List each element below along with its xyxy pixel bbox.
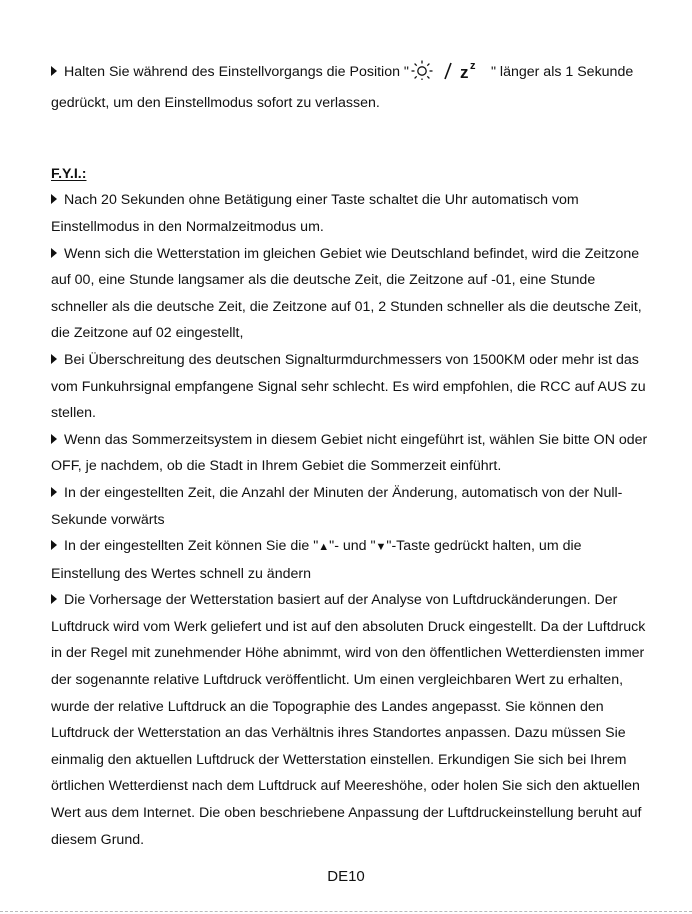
fyi-item-minutes: In der eingestellten Zeit, die Anzahl der Minuten der Änderung, automatisch von der Null-Sekunde vorwärts <box>51 484 623 528</box>
bullet-arrow-icon <box>51 66 57 76</box>
fyi-item-timeout: Nach 20 Sekunden ohne Betätigung einer Taste schaltet die Uhr automatisch vom Einstellmodus in den Normalzeitmodus um. <box>51 192 579 235</box>
bullet-arrow-icon <box>51 194 57 204</box>
exit-setting-paragraph <box>51 58 651 116</box>
exit-text-before: Halten Sie während des Einstellvorgangs die Position " <box>64 64 409 80</box>
svg-text:z: z <box>469 60 476 72</box>
fyi-item-dst: Wenn das Sommerzeitsystem in diesem Gebiet nicht eingeführt ist, wählen Sie bitte ON oder OFF, je nachdem, ob die Stadt in Ihrem Gebiet die Sommerzeit einführt. <box>51 431 648 475</box>
page-number: DE10 <box>327 868 365 885</box>
bullet-arrow-icon <box>51 434 57 444</box>
svg-text:z: z <box>459 63 469 80</box>
bullet-arrow-icon <box>51 594 57 604</box>
down-arrow-icon: ▼ <box>375 541 387 554</box>
fyi-item-forecast: Die Vorhersage der Wetterstation basiert auf der Analyse von Luftdruckänderungen. Der Luftdruck wird vom Werk geliefert und ist auf den absoluten Druck eingestellt. Da der Luftdruck in der Regel mit zunehmender Höhe abnimmt, wird von den öffentlichen Wetterdiensten immer der sogenannte relative Luftdruck veröffentlicht. Um einen vergleichbaren Wert zu erhalten, wurde der relative Luftdruck an die Topographie des Landes angepasst. Sie können den Luftdruck der Wetterstation an das Verhältnis ihres Standortes anpassen. Dazu müssen Sie einmalig den aktuellen Luftdruck der Wetterstation einstellen. Erkundigen Sie sich bei Ihrem örtlichen Wetterdienst nach dem Luftdruck auf Meereshöhe, oder holen Sie sich den aktuellen Wert aus dem Internet. Die oben beschriebene Anpassung der Luftdruckeinstellung beruht auf diesem Grund. <box>51 592 646 848</box>
bottom-divider <box>0 911 692 912</box>
bullet-arrow-icon <box>51 354 57 364</box>
fyi-item-updown: In der eingestellten Zeit können Sie die "▲"- und "▼"-Taste gedrückt halten, um die Einstellung des Wertes schnell zu ändern <box>51 533 651 587</box>
sun-slash-zz-icon <box>410 58 490 90</box>
bullet-arrow-icon <box>51 248 57 258</box>
fyi-item-rcc: Bei Überschreitung des deutschen Signalturmdurchmessers von 1500KM oder mehr ist das vom Funkuhrsignal empfangene Signal sehr schlecht. Es wird empfohlen, die RCC auf AUS zu stellen. <box>51 351 646 422</box>
fyi-item-timezone: Wenn sich die Wetterstation im gleichen Gebiet wie Deutschland befindet, wird die Zeitzone auf 00, eine Stunde langsamer als die deutsche Zeit, die Zeitzone auf -01, eine Stunde schneller als die deutsche Zeit, die Zeitzone auf 01, 2 Stunden schneller als die deutsche Zeit, die Zeitzone auf 02 eingestellt, <box>51 245 642 342</box>
fyi-heading: F.Y.I.: <box>51 165 87 182</box>
manual-page <box>51 58 651 853</box>
bullet-arrow-icon <box>51 487 57 497</box>
exit-text-after: " länger als 1 Sekunde gedrückt, um den Einstellmodus sofort zu verlassen. <box>51 64 634 111</box>
up-arrow-icon: ▲ <box>318 541 330 554</box>
bullet-arrow-icon <box>51 540 57 550</box>
